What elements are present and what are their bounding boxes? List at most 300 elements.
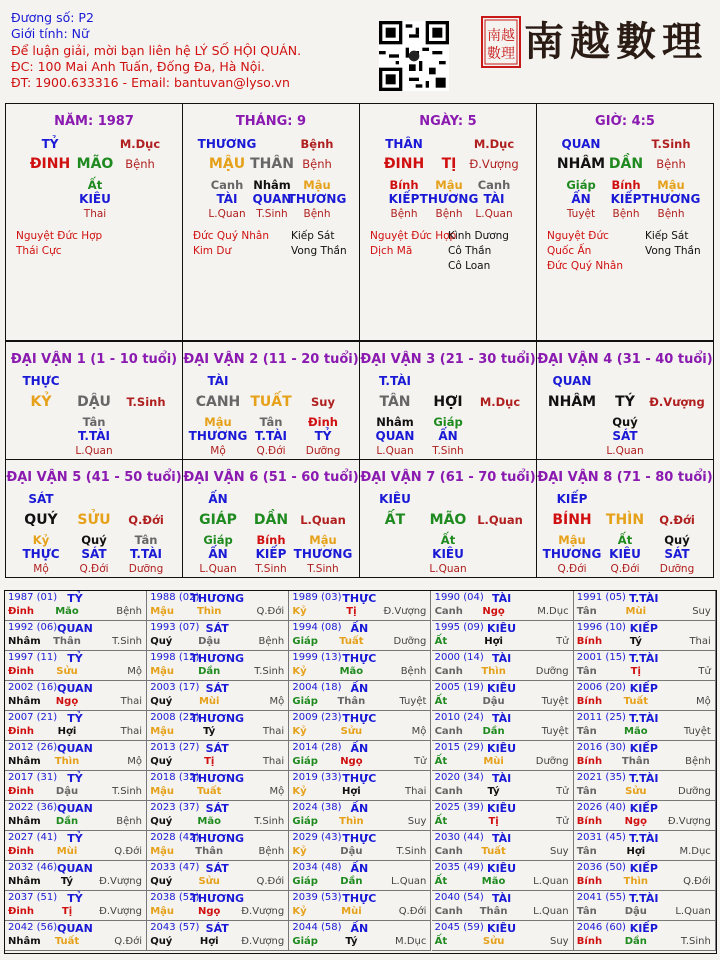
- pillar-title: GIỜ: 4:5: [595, 114, 655, 129]
- dai-van-title: ĐẠI VẬN 2 (11 - 20 tuổi): [183, 352, 359, 367]
- special-star: Quốc Ấn: [547, 245, 592, 257]
- hidden-star: ẤN: [571, 192, 591, 206]
- year-stem: Canh: [434, 666, 463, 677]
- dai-van-hidden-star: SÁT: [81, 547, 107, 561]
- year-label: 2005 (19): [434, 682, 484, 693]
- dai-van-cell: [182, 341, 360, 460]
- dai-van-branch: DẬU: [77, 394, 111, 410]
- year-branch: Tý: [203, 726, 216, 737]
- year-star: TỶ: [67, 712, 83, 725]
- year-cell: [147, 891, 289, 921]
- year-life: Mộ: [696, 696, 711, 707]
- dai-van-cell: [5, 459, 183, 578]
- year-star: TÀI: [491, 592, 512, 605]
- year-label: 2046 (60): [576, 922, 626, 933]
- year-label: 2010 (24): [434, 712, 484, 723]
- dai-van-life: M.Dục: [479, 395, 521, 409]
- year-star: T.TÀI: [629, 652, 659, 665]
- dai-van-hidden-life: Dưỡng: [128, 563, 164, 575]
- year-star: THỰC: [342, 652, 377, 665]
- seal-stamp-icon: [481, 16, 521, 68]
- dai-van-stem: TÂN: [379, 394, 411, 410]
- year-branch: Thân: [621, 756, 650, 767]
- special-star: Dịch Mã: [370, 245, 413, 257]
- year-life: Q.Đới: [256, 606, 285, 617]
- year-stem: Đinh: [8, 906, 35, 917]
- year-star: TÀI: [491, 712, 512, 725]
- year-life: Thai: [120, 696, 142, 707]
- year-branch: Mão: [624, 726, 648, 737]
- heavenly-stem: ĐINH: [383, 156, 425, 172]
- hidden-stem: Ất: [87, 178, 103, 192]
- year-cell: [289, 591, 431, 621]
- dai-van-hidden-star: TỶ: [314, 429, 332, 443]
- year-star: T.TÀI: [629, 832, 659, 845]
- dai-van-hidden-star: QUAN: [375, 429, 415, 443]
- year-life: Đ.Vượng: [99, 906, 142, 917]
- year-life: Q.Đới: [256, 876, 285, 887]
- year-branch: Thìn: [481, 666, 506, 677]
- year-stem: Đinh: [8, 666, 35, 677]
- dai-van-cell: [536, 341, 714, 460]
- special-star: Nguyệt Đức Hợp: [16, 230, 103, 242]
- address: ĐC: 100 Mai Anh Tuấn, Đống Đa, Hà Nội.: [11, 58, 265, 74]
- year-label: 2039 (53): [292, 892, 342, 903]
- special-star: Nguyệt Đức: [547, 230, 609, 242]
- top-life: T.Sinh: [651, 137, 691, 151]
- hidden-stem: Giáp: [566, 178, 596, 192]
- year-label: 2045 (59): [434, 922, 484, 933]
- year-cell: [5, 681, 147, 711]
- hidden-star: KIÊU: [79, 192, 111, 206]
- contact-line: Để luận giải, mời bạn liên hệ LÝ SỐ HỘI QUÁN.: [11, 42, 302, 58]
- year-life: Dưỡng: [393, 636, 427, 647]
- year-life: Tử: [556, 816, 569, 827]
- special-star: Vong Thần: [291, 245, 347, 257]
- dai-van-hidden-life: Mộ: [210, 445, 226, 457]
- dai-van-hidden-star: KIẾP: [255, 547, 287, 561]
- year-branch: Thân: [337, 696, 366, 707]
- year-label: 1990 (04): [434, 592, 484, 603]
- year-star: ẤN: [350, 862, 369, 875]
- year-stem: Giáp: [292, 696, 318, 707]
- year-branch: Hợi: [626, 846, 646, 857]
- year-label: 2023 (37): [150, 802, 200, 813]
- year-stem: Kỷ: [292, 726, 307, 737]
- year-star: KIẾP: [629, 742, 658, 755]
- year-life: Suy: [549, 846, 569, 857]
- year-cell: [432, 681, 574, 711]
- year-branch: Tuất: [197, 786, 222, 797]
- year-label: 2020 (34): [434, 772, 484, 783]
- year-label: 2004 (18): [292, 682, 342, 693]
- hidden-life: Bệnh: [303, 208, 331, 220]
- year-stem: Quý: [150, 876, 173, 887]
- year-cell: [432, 831, 574, 861]
- year-stem: Bính: [576, 756, 603, 767]
- qr-code-icon[interactable]: [379, 21, 449, 91]
- year-stem: Canh: [434, 606, 463, 617]
- year-branch: Sửu: [340, 726, 363, 737]
- year-life: Tử: [556, 636, 569, 647]
- year-cell: [574, 681, 716, 711]
- year-stem: Giáp: [292, 816, 318, 827]
- earthly-branch: MÃO: [76, 156, 114, 172]
- year-stem: Quý: [150, 636, 173, 647]
- year-stem: Bính: [576, 876, 603, 887]
- year-cell: [574, 891, 716, 921]
- year-label: 2041 (55): [576, 892, 626, 903]
- year-life: Đ.Vượng: [241, 936, 285, 947]
- dai-van-title: ĐẠI VẬN 8 (71 - 80 tuổi): [537, 470, 713, 485]
- year-label: 1998 (12): [150, 652, 200, 663]
- year-label: 1989 (03): [292, 592, 342, 603]
- hidden-stem: Canh: [210, 178, 244, 192]
- year-star: QUAN: [57, 922, 93, 935]
- year-label: 2019 (33): [292, 772, 342, 783]
- dai-van-hidden-star: T.TÀI: [78, 429, 110, 443]
- year-stem: Nhâm: [8, 876, 41, 887]
- year-label: 2006 (20): [576, 682, 626, 693]
- year-star: ẤN: [350, 682, 369, 695]
- year-label: 2025 (39): [434, 802, 484, 813]
- year-cell: [574, 771, 716, 801]
- year-cell: [574, 621, 716, 651]
- year-cell: [432, 891, 574, 921]
- year-stem: Quý: [150, 696, 173, 707]
- year-label: 2003 (17): [150, 682, 200, 693]
- year-stem: Nhâm: [8, 636, 41, 647]
- year-stem: Mậu: [150, 726, 175, 737]
- year-label: 2035 (49): [434, 862, 484, 873]
- year-label: 2014 (28): [292, 742, 342, 753]
- special-star: Kiếp Sát: [291, 230, 335, 242]
- year-star: THỰC: [342, 592, 377, 605]
- dai-van-hidden-star: ẤN: [438, 429, 458, 443]
- year-cell: [574, 711, 716, 741]
- year-branch: Dậu: [55, 786, 79, 797]
- year-cell: [574, 921, 716, 951]
- dai-van-hidden-life: T.Sinh: [432, 445, 464, 457]
- year-cell: [5, 861, 147, 891]
- year-branch: Ngọ: [624, 816, 647, 827]
- hidden-stem: Mậu: [657, 178, 685, 192]
- dai-van-hidden-life: T.Sinh: [307, 563, 339, 575]
- year-star: TỶ: [67, 592, 83, 605]
- year-star: SÁT: [205, 682, 229, 695]
- year-star: KIẾP: [629, 682, 658, 695]
- dai-van-hidden-star: ẤN: [208, 547, 228, 561]
- dai-van-hidden-life: Dưỡng: [659, 563, 695, 575]
- year-stem: Nhâm: [8, 756, 41, 767]
- dai-van-hidden-stem: Mậu: [309, 533, 337, 547]
- year-cell: [147, 591, 289, 621]
- hidden-star: KIẾP: [610, 192, 642, 206]
- year-life: L.Quan: [675, 906, 711, 917]
- hidden-stem: Bính: [389, 178, 419, 192]
- top-life: M.Dục: [119, 137, 161, 151]
- year-label: 2031 (45): [576, 832, 626, 843]
- hidden-stem: Bính: [611, 178, 641, 192]
- year-branch: Sửu: [482, 936, 505, 947]
- year-star: THỰC: [342, 772, 377, 785]
- dai-van-hidden-stem: Ất: [617, 533, 633, 547]
- heavenly-stem: MẬU: [208, 156, 246, 172]
- year-life: Thai: [689, 636, 711, 647]
- hidden-stem: Canh: [477, 178, 511, 192]
- year-cell: [289, 711, 431, 741]
- year-life: Mộ: [411, 726, 427, 737]
- dai-van-stem: BÍNH: [552, 512, 592, 528]
- year-branch: Tuất: [54, 936, 80, 947]
- dai-van-hidden-stem: Quý: [81, 533, 107, 547]
- dai-van-hidden-stem: Tân: [134, 533, 158, 547]
- earthly-branch: THÂN: [250, 156, 294, 172]
- year-stem: Kỷ: [292, 786, 307, 797]
- year-branch: Thân: [53, 636, 81, 647]
- year-star: ẤN: [350, 622, 369, 635]
- year-star: SÁT: [205, 802, 229, 815]
- dai-van-hidden-life: L.Quan: [429, 563, 467, 575]
- year-branch: Sửu: [56, 666, 78, 677]
- year-life: Tuyệt: [541, 696, 569, 707]
- dai-van-hidden-stem: Quý: [664, 533, 690, 547]
- special-star: Nguyệt Đức Hợp: [370, 230, 457, 242]
- year-life: Đ.Vượng: [383, 606, 427, 617]
- top-life: Bệnh: [300, 137, 334, 151]
- year-life: Bệnh: [116, 606, 142, 617]
- hidden-star: KIẾP: [388, 192, 420, 206]
- dai-van-hidden-stem: Kỷ: [32, 533, 50, 547]
- dai-van-hidden-life: L.Quan: [606, 445, 644, 457]
- year-star: KIẾP: [629, 802, 658, 815]
- dai-van-hidden-life: L.Quan: [376, 445, 414, 457]
- year-branch: Dần: [340, 876, 363, 887]
- hidden-life: L.Quan: [475, 208, 513, 220]
- year-branch: Dậu: [198, 636, 221, 647]
- year-label: 2022 (36): [8, 802, 58, 813]
- top-star: THƯƠNG: [197, 137, 257, 151]
- year-cell: [432, 651, 574, 681]
- dai-van-title: ĐẠI VẬN 1 (1 - 10 tuổi): [10, 352, 178, 367]
- year-life: Suy: [407, 816, 427, 827]
- year-branch: Thìn: [623, 876, 649, 887]
- year-star: KIẾP: [629, 922, 658, 935]
- dai-van-title: ĐẠI VẬN 6 (51 - 60 tuổi): [183, 470, 359, 485]
- year-label: 2030 (44): [434, 832, 484, 843]
- dai-van-hidden-star: THƯƠNG: [188, 429, 248, 443]
- year-life: Tử: [556, 786, 569, 797]
- branch-life: Đ.Vượng: [469, 157, 519, 171]
- dai-van-star: KIẾP: [556, 492, 588, 506]
- dai-van-hidden-life: L.Quan: [75, 445, 113, 457]
- hidden-star: THƯƠNG: [641, 192, 701, 206]
- year-cell: [432, 921, 574, 951]
- year-cell: [432, 861, 574, 891]
- special-star: Đức Quý Nhân: [193, 230, 269, 242]
- year-stem: Nhâm: [8, 816, 41, 827]
- year-branch: Dần: [482, 726, 505, 737]
- dai-van-branch: THÌN: [605, 512, 645, 528]
- dai-van-title: ĐẠI VẬN 4 (31 - 40 tuổi): [537, 352, 713, 367]
- dai-van-stem: GIÁP: [199, 512, 237, 528]
- brand-logo: 南越數理: [524, 18, 708, 65]
- special-star: Cô Thần: [448, 245, 492, 257]
- dai-van-hidden-life: Q.Đới: [557, 563, 587, 575]
- year-label: 1987 (01): [8, 592, 58, 603]
- dai-van-branch: MÃO: [429, 512, 467, 528]
- year-star: T.TÀI: [629, 592, 659, 605]
- dai-van-stem: KỶ: [30, 394, 52, 410]
- year-cell: [289, 891, 431, 921]
- pillar-cell: [359, 103, 537, 341]
- year-cell: [5, 801, 147, 831]
- year-label: 2026 (40): [576, 802, 626, 813]
- year-cell: [5, 651, 147, 681]
- year-life: Suy: [692, 606, 711, 617]
- year-cell: [432, 621, 574, 651]
- year-life: Đ.Vượng: [241, 906, 285, 917]
- year-label: 1993 (07): [150, 622, 200, 633]
- year-life: Tuyệt: [683, 726, 711, 737]
- year-cell: [5, 921, 147, 951]
- top-star: QUAN: [561, 137, 601, 151]
- year-life: Mộ: [269, 696, 285, 707]
- year-stem: Ất: [434, 636, 448, 647]
- year-life: Đ.Vượng: [99, 876, 142, 887]
- dai-van-hidden-stem: Mậu: [558, 533, 586, 547]
- year-branch: Dậu: [482, 696, 505, 707]
- year-stem: Tân: [576, 846, 597, 857]
- year-cell: [289, 651, 431, 681]
- pillar-cell: [536, 103, 714, 341]
- year-star: KIÊU: [487, 742, 517, 755]
- year-life: M.Dục: [537, 606, 569, 617]
- year-cell: [289, 801, 431, 831]
- year-label: 2037 (51): [8, 892, 58, 903]
- year-cell: [574, 591, 716, 621]
- year-star: T.TÀI: [629, 892, 659, 905]
- hidden-star: THƯƠNG: [287, 192, 347, 206]
- year-stem: Quý: [150, 756, 173, 767]
- year-label: 2043 (57): [150, 922, 200, 933]
- year-stem: Bính: [576, 636, 603, 647]
- branch-life: Bệnh: [302, 157, 332, 171]
- dai-van-cell: [359, 459, 537, 578]
- year-stem: Đinh: [8, 606, 35, 617]
- year-star: ẤN: [350, 922, 369, 935]
- year-label: 2042 (56): [8, 922, 58, 933]
- year-label: 2018 (32): [150, 772, 200, 783]
- year-star: THƯƠNG: [190, 652, 245, 665]
- year-stem: Tân: [576, 666, 597, 677]
- year-cell: [289, 681, 431, 711]
- year-branch: Hợi: [484, 636, 503, 647]
- dai-van-star: KIÊU: [379, 492, 411, 506]
- dai-van-hidden-stem: Bính: [256, 533, 286, 547]
- year-stem: Kỷ: [292, 846, 307, 857]
- year-cell: [574, 861, 716, 891]
- year-life: Bệnh: [116, 816, 142, 827]
- hidden-life: Bệnh: [612, 208, 640, 220]
- year-branch: Dần: [55, 816, 79, 827]
- year-stem: Bính: [576, 816, 603, 827]
- svg-text:南越: 南越: [487, 28, 515, 44]
- year-branch: Mão: [197, 816, 221, 827]
- dai-van-hidden-star: THƯƠNG: [542, 547, 602, 561]
- year-life: Dưỡng: [535, 756, 569, 767]
- top-star: THÂN: [385, 137, 423, 151]
- year-cell: [5, 891, 147, 921]
- year-branch: Tị: [630, 666, 641, 677]
- special-star: Đức Quý Nhân: [547, 260, 623, 272]
- dai-van-star: T.TÀI: [379, 374, 411, 388]
- dai-van-cell: [536, 459, 714, 578]
- hidden-life: Bệnh: [390, 208, 418, 220]
- pillar-title: NGÀY: 5: [419, 114, 477, 129]
- year-star: SÁT: [205, 742, 229, 755]
- year-stem: Canh: [434, 726, 463, 737]
- year-stem: Kỷ: [292, 906, 307, 917]
- year-cell: [289, 741, 431, 771]
- year-label: 2013 (27): [150, 742, 200, 753]
- year-label: 2001 (15): [576, 652, 626, 663]
- year-star: QUAN: [57, 622, 93, 635]
- year-label: 2027 (41): [8, 832, 58, 843]
- year-label: 1999 (13): [292, 652, 342, 663]
- year-label: 2036 (50): [576, 862, 626, 873]
- pillar-title: THÁNG: 9: [235, 114, 307, 129]
- year-label: 2021 (35): [576, 772, 626, 783]
- year-branch: Tị: [61, 906, 73, 917]
- year-branch: Mùi: [625, 606, 647, 617]
- dai-van-title: ĐẠI VẬN 3 (21 - 30 tuổi): [360, 352, 536, 367]
- year-star: THỰC: [342, 832, 377, 845]
- year-label: 2015 (29): [434, 742, 484, 753]
- dai-van-hidden-stem: Tân: [259, 415, 283, 429]
- year-star: TỶ: [67, 772, 83, 785]
- year-branch: Mão: [339, 666, 364, 677]
- year-star: QUAN: [57, 682, 93, 695]
- year-life: T.Sinh: [680, 936, 711, 947]
- year-cell: [289, 921, 431, 951]
- year-branch: Tuất: [481, 846, 506, 857]
- year-label: 2038 (52): [150, 892, 200, 903]
- year-life: Dưỡng: [677, 786, 711, 797]
- dai-van-hidden-star: SÁT: [664, 547, 690, 561]
- year-star: THỰC: [342, 892, 377, 905]
- year-life: L.Quan: [533, 906, 569, 917]
- hidden-star: THƯƠNG: [419, 192, 479, 206]
- year-star: QUAN: [57, 802, 93, 815]
- year-stem: Đinh: [8, 786, 35, 797]
- year-stem: Kỷ: [292, 606, 307, 617]
- hidden-stem: Mậu: [303, 178, 331, 192]
- year-life: Q.Đới: [114, 936, 142, 947]
- year-star: SÁT: [205, 922, 229, 935]
- header-info: [11, 10, 301, 91]
- year-star: THỰC: [342, 712, 377, 725]
- year-branch: Ngọ: [340, 756, 363, 767]
- dai-van-cell: [182, 459, 360, 578]
- dai-van-hidden-star: T.TÀI: [130, 547, 162, 561]
- year-label: 2008 (22): [150, 712, 200, 723]
- year-life: M.Dục: [679, 846, 711, 857]
- dai-van-star: QUAN: [552, 374, 592, 388]
- year-life: T.Sinh: [112, 786, 142, 797]
- year-stem: Tân: [576, 786, 597, 797]
- hidden-life: L.Quan: [208, 208, 246, 220]
